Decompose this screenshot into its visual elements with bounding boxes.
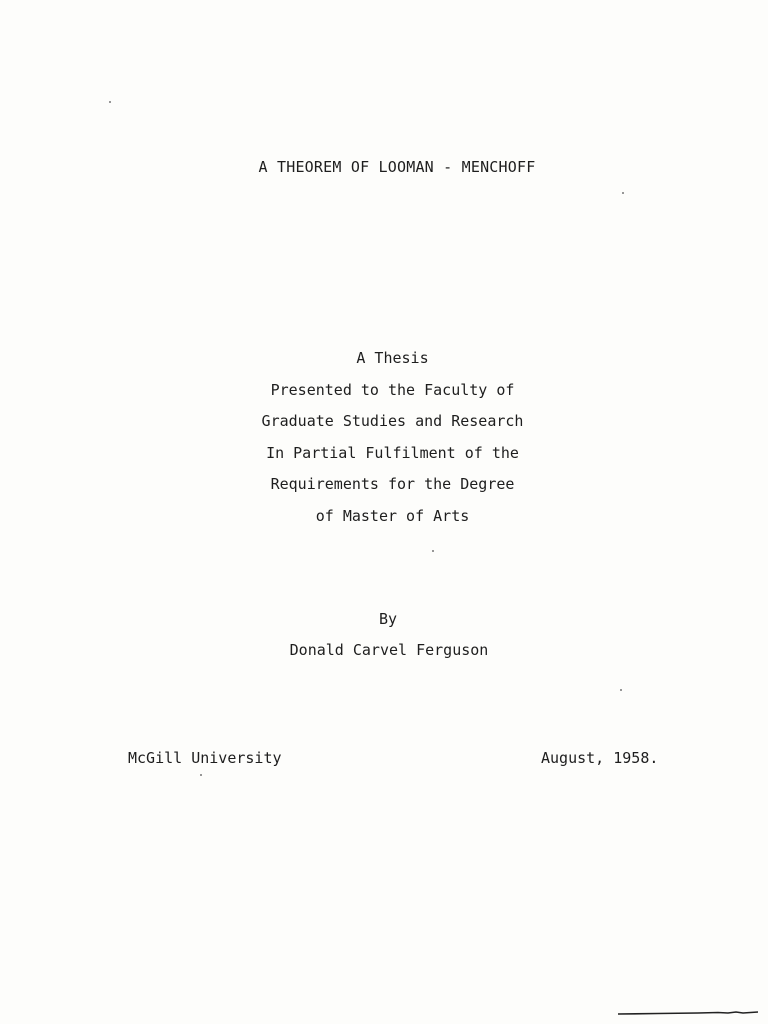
scan-speck (620, 689, 622, 691)
presentation-line: In Partial Fulfilment of the (266, 443, 519, 462)
scan-speck (432, 550, 434, 552)
scan-speck (622, 192, 624, 194)
institution-name: McGill University (128, 749, 282, 767)
presentation-line: of Master of Arts (315, 506, 470, 525)
scan-speck (109, 101, 111, 103)
presentation-line: Graduate Studies and Research (261, 412, 524, 430)
presentation-statement (0, 343, 768, 532)
presentation-line: Requirements for the Degree (270, 475, 515, 493)
by-label: By (378, 610, 398, 628)
presentation-line: Presented to the Faculty of (270, 380, 515, 399)
submission-date: August, 1958. (541, 749, 659, 767)
scan-edge-mark (618, 1010, 758, 1016)
presentation-line: A Thesis (356, 349, 429, 367)
scan-speck (200, 774, 202, 776)
author-name: Donald Carvel Ferguson (289, 641, 489, 659)
thesis-title: A THEOREM OF LOOMAN - MENCHOFF (258, 158, 536, 176)
